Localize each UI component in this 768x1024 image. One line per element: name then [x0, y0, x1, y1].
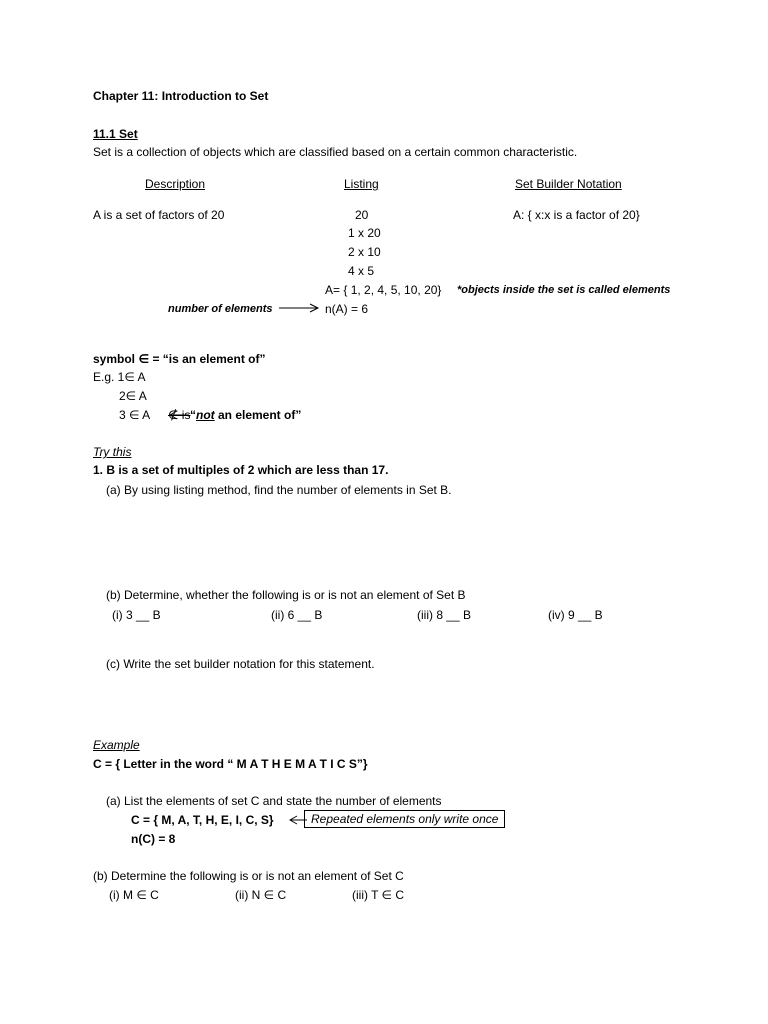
elements-note: *objects inside the set is called elements: [457, 284, 671, 296]
option-iv: (iv) 9 __ B: [548, 608, 603, 622]
example-label: Example: [93, 738, 140, 752]
not-quote-open: “: [190, 408, 196, 422]
question-1b: (b) Determine, whether the following is or is not an element of Set B: [106, 588, 466, 602]
example-option-i: (i) M ∈ C: [109, 888, 159, 902]
struck-text: ∉ is: [168, 408, 191, 422]
question-1a: (a) By using listing method, find the number of elements in Set B.: [106, 483, 452, 497]
listing-line-3: 2 x 10: [348, 245, 381, 259]
set-definition: Set is a collection of objects which are classified based on a certain common characteristic.: [93, 145, 578, 159]
example-2: 2∈ A: [119, 389, 147, 403]
header-listing: Listing: [344, 177, 379, 191]
question-1c: (c) Write the set builder notation for this statement.: [106, 657, 375, 671]
example-option-iii: (iii) T ∈ C: [352, 888, 405, 902]
option-iii: (iii) 8 __ B: [417, 608, 472, 622]
header-set-builder: Set Builder Notation: [515, 177, 622, 191]
example-part-a: (a) List the elements of set C and state the number of elements: [106, 794, 442, 808]
description-text: A is a set of factors of 20: [93, 208, 225, 222]
example-part-b: (b) Determine the following is or is not an element of Set C: [93, 869, 404, 883]
listing-line-4: 4 x 5: [348, 264, 375, 278]
number-of-elements-label: number of elements: [168, 303, 273, 315]
set-listing: A= { 1, 2, 4, 5, 10, 20}: [325, 283, 442, 297]
option-ii: (ii) 6 __ B: [271, 608, 323, 622]
question-1: 1. B is a set of multiples of 2 which are less than 17.: [93, 463, 389, 477]
symbol-definition: symbol ∈ = “is an element of”: [93, 352, 266, 366]
set-c-definition: C = { Letter in the word “ M A T H E M A T I C S”}: [93, 757, 368, 771]
not-rest: an element of”: [214, 408, 302, 422]
listing-line-1: 20: [355, 208, 369, 222]
listing-line-2: 1 x 20: [348, 226, 381, 240]
not-element-text: [190, 408, 301, 422]
example-option-ii: (ii) N ∈ C: [235, 888, 287, 902]
set-c-listing: C = { M, A, T, H, E, I, C, S}: [131, 813, 274, 827]
header-description: Description: [145, 177, 206, 191]
example-1: E.g. 1∈ A: [93, 370, 146, 384]
example-3: 3 ∈ A: [119, 408, 151, 422]
chapter-title: Chapter 11: Introduction to Set: [93, 89, 269, 103]
element-count: n(A) = 6: [325, 302, 369, 316]
set-c-count: n(C) = 8: [131, 832, 176, 846]
not-word: not: [196, 408, 215, 422]
try-this-label: Try this: [93, 445, 132, 459]
repeated-elements-note: Repeated elements only write once: [304, 810, 505, 828]
right-arrow-icon: [278, 302, 320, 314]
set-builder-text: A: { x:x is a factor of 20}: [513, 208, 640, 222]
option-i: (i) 3 __ B: [112, 608, 161, 622]
section-heading: 11.1 Set: [93, 127, 138, 141]
